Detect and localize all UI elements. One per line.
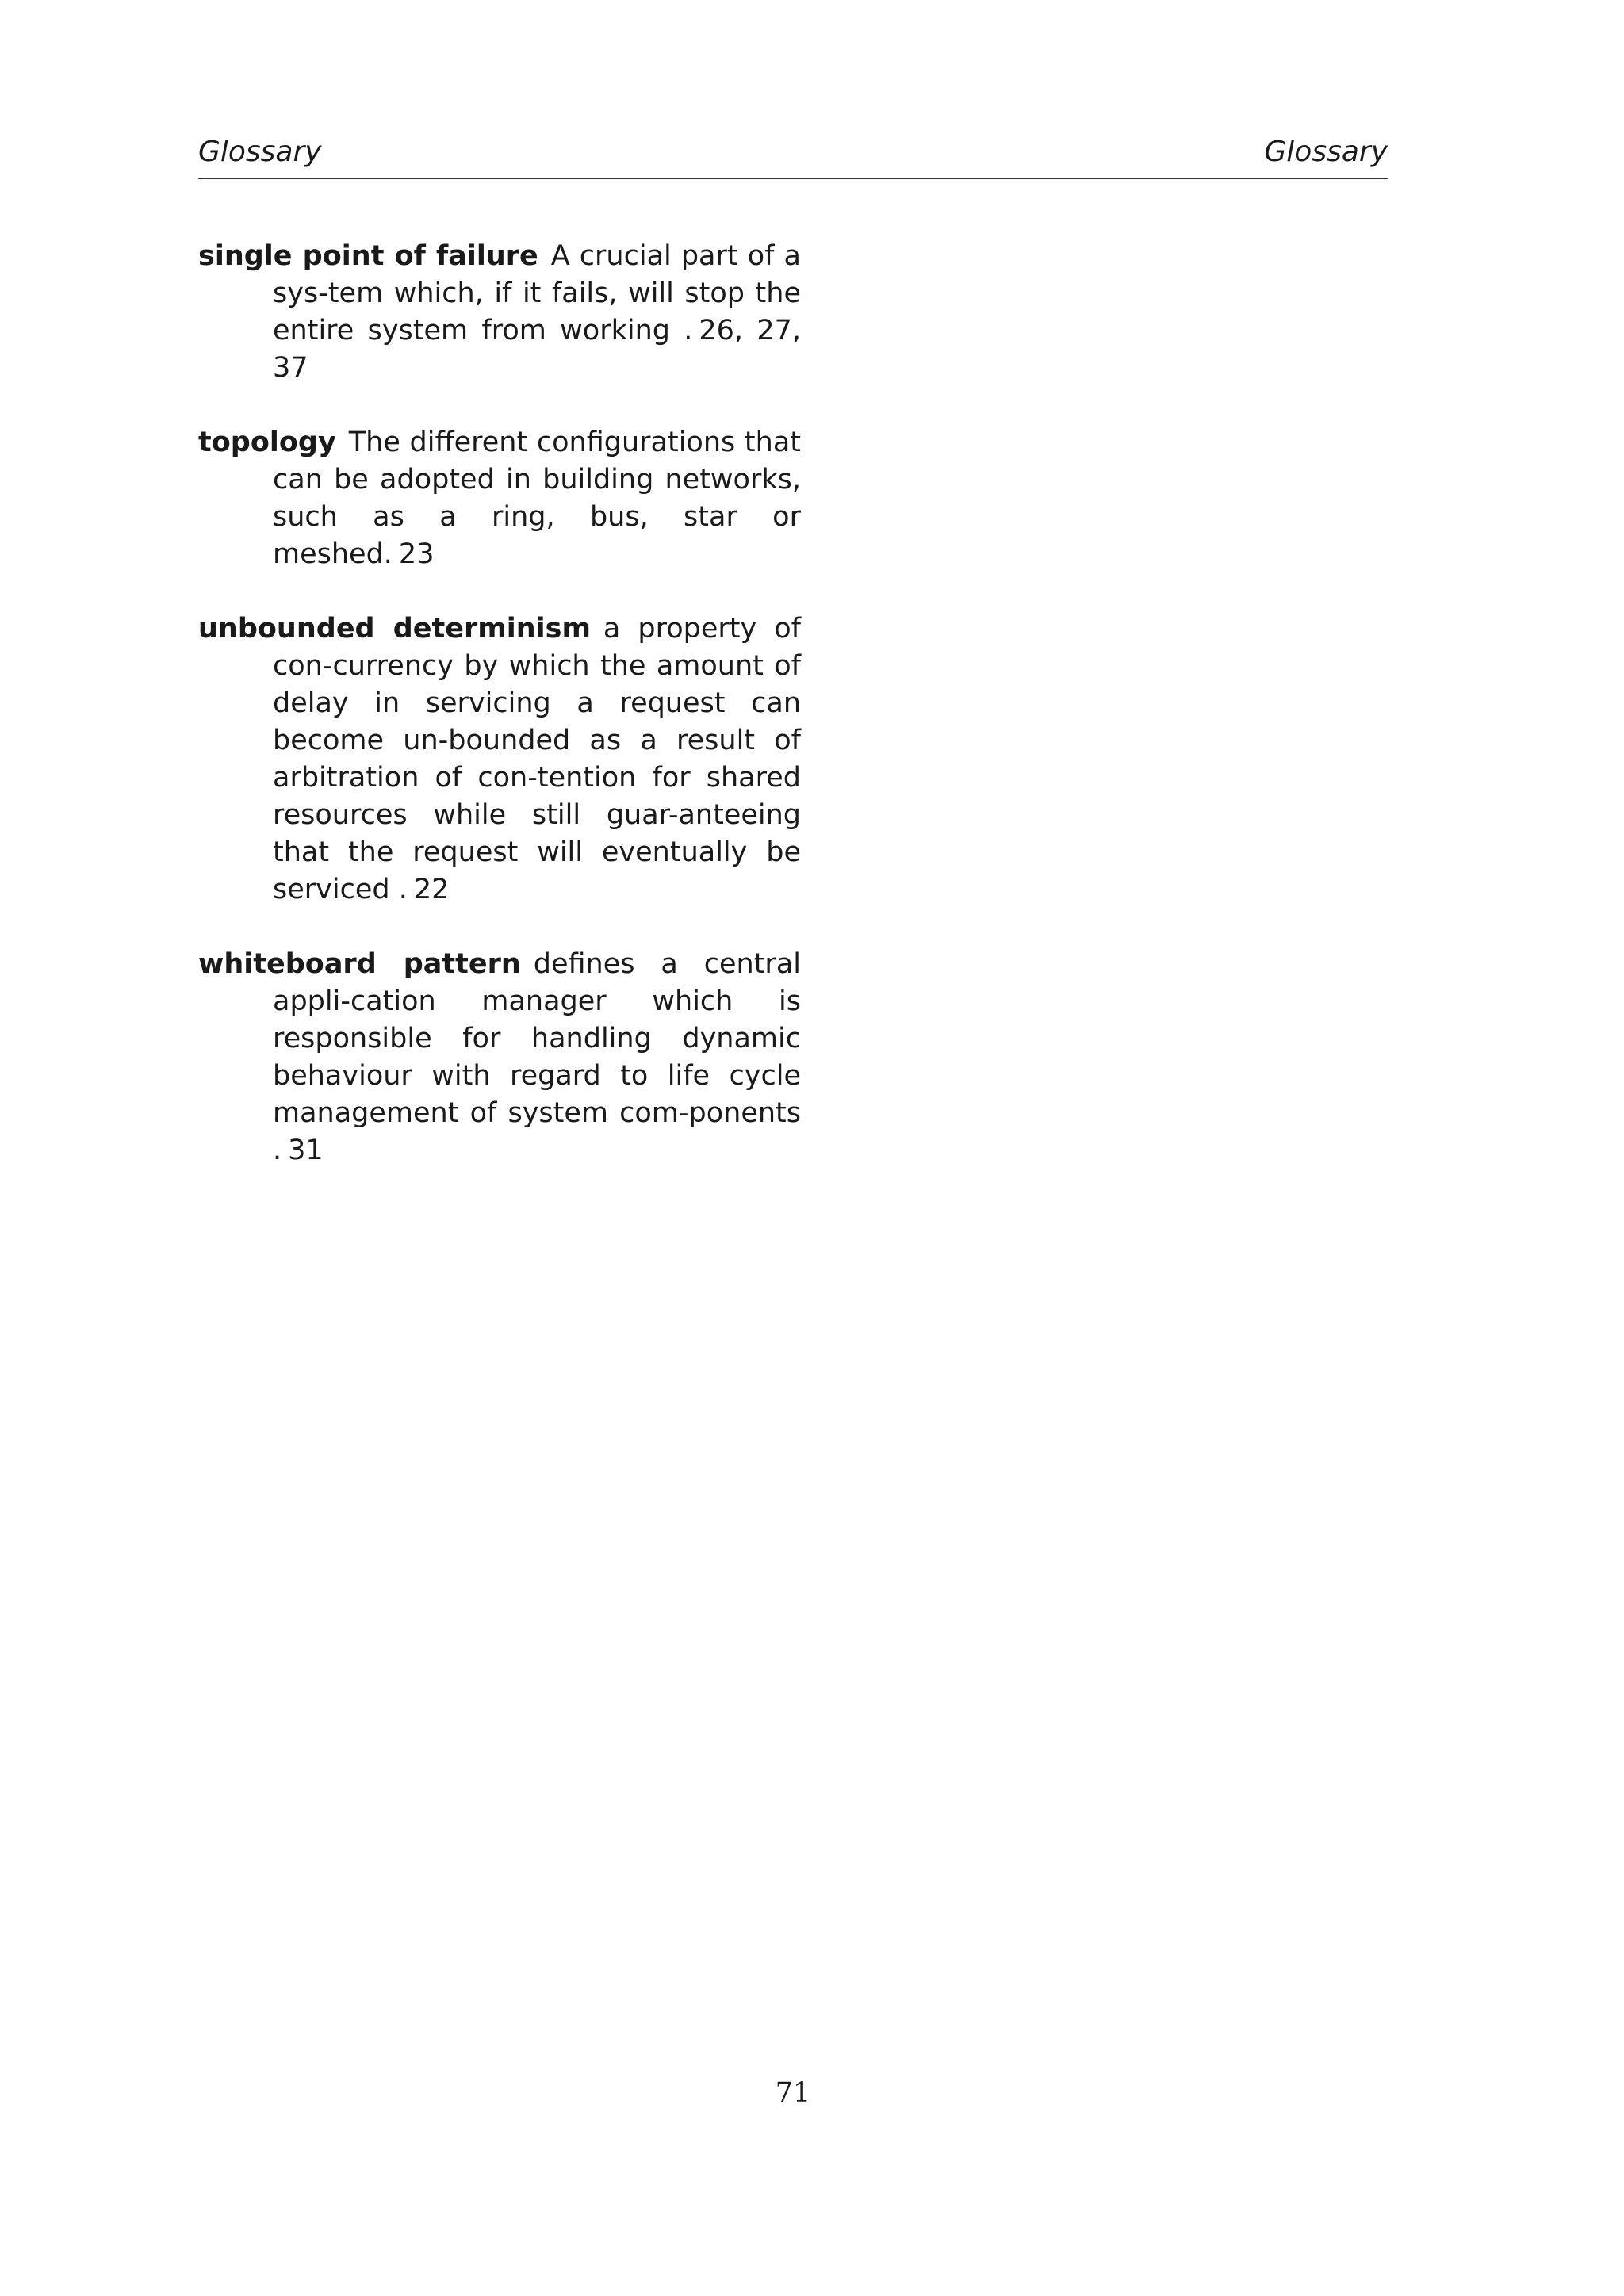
glossary-term: unbounded determinism [198, 613, 591, 645]
glossary-term: single point of failure [198, 240, 538, 272]
glossary-page-refs: 22 [413, 874, 450, 905]
page-number: 71 [775, 2077, 811, 2109]
glossary-entry-unbounded-determinism [198, 610, 801, 909]
glossary-page-refs: 31 [288, 1135, 324, 1166]
glossary-page-refs: 23 [398, 538, 435, 570]
glossary-definition: a property of con-currency by which the amount of delay in servicing a request can become un-bounded as a result of arbitration of con-tention for shared resources while still guar-anteeing that the request will eventually be serviced . [273, 613, 801, 905]
running-header [198, 133, 1388, 179]
glossary-entry-whiteboard-pattern [198, 946, 801, 1169]
header-right-title: Glossary [1264, 136, 1388, 168]
glossary-definition: A crucial part of a sys-tem which, if it fails, will stop the entire system from working . [273, 240, 801, 346]
glossary-definition: The different configurations that can be adopted in building networks, such as a ring, bus, star or meshed. [273, 427, 801, 570]
glossary-entry-topology [198, 424, 801, 573]
glossary-term: whiteboard pattern [198, 948, 521, 980]
header-left-title: Glossary [198, 136, 322, 168]
glossary-list [198, 238, 801, 1207]
glossary-definition: defines a central appli-cation manager which is responsible for handling dynamic behaviour with regard to life cycle management of system com-ponents . [273, 948, 801, 1166]
glossary-entry-single-point-of-failure [198, 238, 801, 387]
glossary-page-refs: 26, 27, 37 [273, 315, 801, 384]
glossary-term: topology [198, 427, 336, 458]
